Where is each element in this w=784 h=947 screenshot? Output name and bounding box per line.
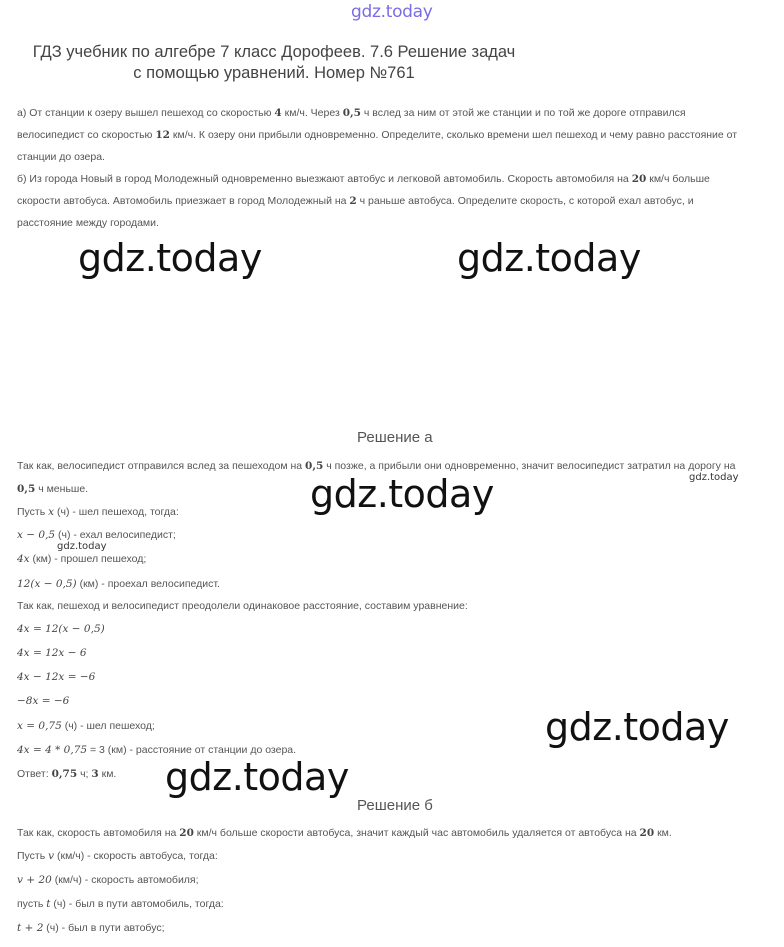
- watermark: gdz.today: [545, 705, 729, 749]
- equation: x = 0,75 (ч) - шел пешеход;: [17, 720, 155, 732]
- solution-b-heading: Решение б: [357, 797, 433, 814]
- equation: 4x = 12(x − 0,5): [17, 623, 105, 635]
- equation: 4x = 4 * 0,75 = 3 (км) - расстояние от станции до озера.: [17, 744, 297, 756]
- solution-b-line: Пусть v (км/ч) - скорость автобуса, тогда:: [17, 850, 218, 862]
- solution-b-line: v + 20 (км/ч) - скорость автомобиля;: [17, 874, 199, 886]
- watermark: gdz.today: [457, 236, 641, 280]
- equation: −8x = −6: [17, 695, 70, 707]
- page-title: ГДЗ учебник по алгебре 7 класс Дорофеев. 7.6 Решение задач с помощью уравнений. Номер №761: [32, 43, 516, 82]
- task-b-line-1: б) Из города Новый в город Молодежный одновременно выезжают автобус и легковой автомобиль. Скорость автомобиля на 20 км/ч больше: [17, 173, 710, 185]
- solution-a-line: 12(x − 0,5) (км) - проехал велосипедист.: [17, 578, 220, 590]
- watermark: gdz.today: [689, 472, 739, 483]
- equation: 4x = 12x − 6: [17, 647, 87, 659]
- task-a-line-1: а) От станции к озеру вышел пешеход со скоростью 4 км/ч. Через 0,5 ч вслед за ним от этой же станции и по той же дороге отправился: [17, 107, 686, 119]
- watermark: gdz.today: [57, 541, 107, 552]
- task-a-line-3: станции до озера.: [17, 151, 105, 163]
- solution-b-line: Так как, скорость автомобиля на 20 км/ч больше скорости автобуса, значит каждый час автомобиль удаляется от автобуса на 20 км.: [17, 827, 672, 839]
- task-a-line-2: велосипедист со скоростью 12 км/ч. К озеру они прибыли одновременно. Определите, сколько времени шел пешеход и чему равно расстояние от: [17, 129, 738, 141]
- solution-a-line: Так как, пешеход и велосипедист преодолели одинаковое расстояние, составим уравнение:: [17, 600, 468, 612]
- site-logo[interactable]: gdz.today: [351, 2, 433, 22]
- solution-a-line: 0,5 ч меньше.: [17, 483, 89, 495]
- solution-b-line: пусть t (ч) - был в пути автомобиль, тогда:: [17, 898, 224, 910]
- solution-a-line: Так как, велосипедист отправился вслед за пешеходом на 0,5 ч позже, а прибыли они одновременно, значит велосипедист затратил на дорогу на: [17, 460, 736, 472]
- solution-a-line: Пусть x (ч) - шел пешеход, тогда:: [17, 506, 179, 518]
- watermark: gdz.today: [310, 472, 494, 516]
- answer-a: Ответ: 0,75 ч; 3 км.: [17, 768, 117, 780]
- task-b-line-3: расстояние между городами.: [17, 217, 159, 229]
- watermark: gdz.today: [165, 755, 349, 799]
- solution-a-heading: Решение а: [357, 429, 433, 446]
- solution-b-line: t + 2 (ч) - был в пути автобус;: [17, 922, 165, 934]
- solution-a-line: x − 0,5 (ч) - ехал велосипедист;: [17, 529, 176, 541]
- watermark: gdz.today: [78, 236, 262, 280]
- equation: 4x − 12x = −6: [17, 671, 96, 683]
- task-b-line-2: скорости автобуса. Автомобиль приезжает в город Молодежный на 2 ч раньше автобуса. Определите скорость, с которой ехал автобус, и: [17, 195, 694, 207]
- solution-a-line: 4x (км) - прошел пешеход;: [17, 553, 147, 565]
